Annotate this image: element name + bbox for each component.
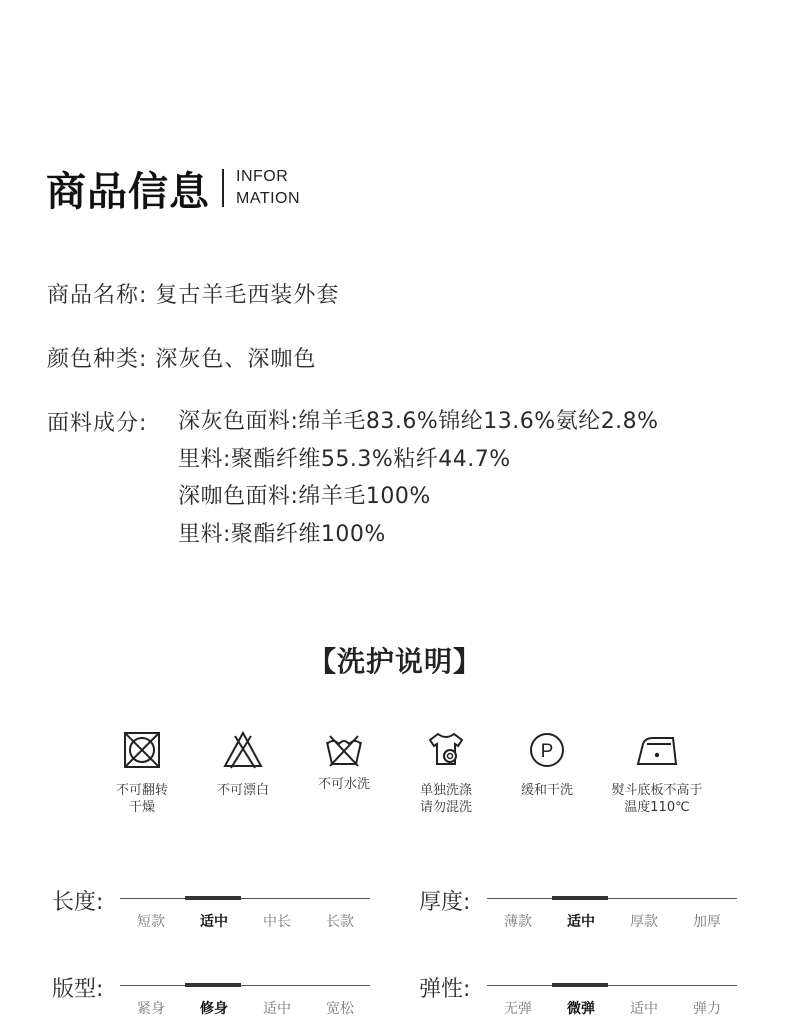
fabric-row	[47, 406, 147, 437]
scale-option: 无弹	[504, 1001, 532, 1017]
scale-track	[120, 898, 370, 899]
scale-option: 短款	[137, 914, 165, 930]
header-divider	[222, 169, 224, 207]
scale-elasticity	[419, 972, 749, 1027]
fabric-line: 深咖色面料:绵羊毛100%	[178, 484, 431, 509]
scale-options	[487, 911, 737, 931]
scale-option: 适中	[263, 1001, 291, 1017]
scale-option: 薄款	[504, 914, 532, 930]
care-label-line2: 温度110℃	[624, 800, 690, 815]
scale-length	[52, 885, 382, 945]
scale-track	[487, 985, 737, 986]
scale-option: 加厚	[693, 914, 721, 930]
scale-selected-marker	[552, 983, 608, 987]
scale-label: 弹性:	[419, 977, 471, 1002]
scale-option: 适中	[630, 1001, 658, 1017]
wash-separately-icon	[424, 728, 468, 772]
scale-option-selected: 修身	[200, 1001, 228, 1017]
fabric-line: 里料:聚酯纤维100%	[178, 521, 386, 547]
scale-fit	[52, 972, 382, 1027]
fabric-label: 面料成分:	[47, 411, 148, 436]
scale-selected-marker	[185, 983, 241, 987]
care-label-line1: 缓和干洗	[520, 783, 573, 798]
care-label	[597, 782, 717, 816]
scale-label: 厚度:	[419, 890, 471, 915]
header-en-line2: MATION	[236, 190, 301, 207]
care-label-line1: 熨斗底板不高于	[611, 783, 703, 798]
scale-options	[487, 998, 737, 1018]
page-title: 商品信息	[46, 168, 210, 215]
scale-selected-marker	[552, 896, 608, 900]
fabric-line: 深灰色面料:绵羊毛83.6%锦纶13.6%氨纶2.8%	[178, 409, 659, 434]
scale-label: 版型:	[52, 977, 104, 1002]
no-tumble-dry-icon	[120, 728, 164, 772]
scale-selected-marker	[185, 896, 241, 900]
care-label-line1: 单独洗涤	[419, 783, 472, 798]
product-name-value: 复古羊毛西装外套	[155, 283, 340, 308]
scale-option: 宽松	[326, 1001, 354, 1017]
header-en-line1: INFOR	[236, 168, 289, 185]
fabric-line: 里料:聚酯纤维55.3%粘纤44.7%	[178, 446, 511, 472]
care-item-gentle-dry-clean	[487, 728, 607, 799]
color-label: 颜色种类:	[47, 347, 148, 372]
scale-option: 长款	[326, 914, 354, 930]
header-english	[236, 166, 300, 210]
scale-option: 紧身	[137, 1001, 165, 1017]
care-label-line1: 不可水洗	[317, 777, 370, 792]
scale-option-selected: 适中	[567, 914, 595, 930]
iron-icon	[635, 728, 679, 772]
color-row	[47, 342, 316, 373]
care-title: 【洗护说明】	[307, 645, 482, 678]
care-label-line1: 不可漂白	[216, 783, 269, 798]
product-name-row	[47, 278, 339, 309]
scale-option-selected: 微弹	[567, 1001, 595, 1017]
care-icons	[0, 728, 790, 828]
product-name-label: 商品名称:	[47, 283, 148, 308]
care-label	[487, 782, 607, 799]
no-wash-icon	[322, 728, 366, 772]
care-item-iron	[597, 728, 717, 816]
care-label-line1: 不可翻转	[115, 783, 168, 798]
scale-track	[487, 898, 737, 899]
scale-thickness	[419, 885, 749, 945]
scale-options	[120, 911, 370, 931]
scale-option: 厚款	[630, 914, 658, 930]
scale-options	[120, 998, 370, 1018]
scale-option: 弹力	[693, 1001, 721, 1017]
care-label-line2: 干燥	[128, 800, 155, 815]
scale-option: 中长	[263, 914, 291, 930]
scale-track	[120, 985, 370, 986]
care-label-line2: 请勿混洗	[419, 800, 472, 815]
svg-text:P: P	[540, 741, 554, 762]
scale-label: 长度:	[52, 890, 104, 915]
dry-clean-p-icon	[525, 728, 569, 772]
section-header	[46, 163, 300, 213]
fabric-composition	[178, 403, 659, 553]
no-bleach-icon	[221, 728, 265, 772]
color-value: 深灰色、深咖色	[155, 347, 317, 372]
scale-option-selected: 适中	[200, 914, 228, 930]
